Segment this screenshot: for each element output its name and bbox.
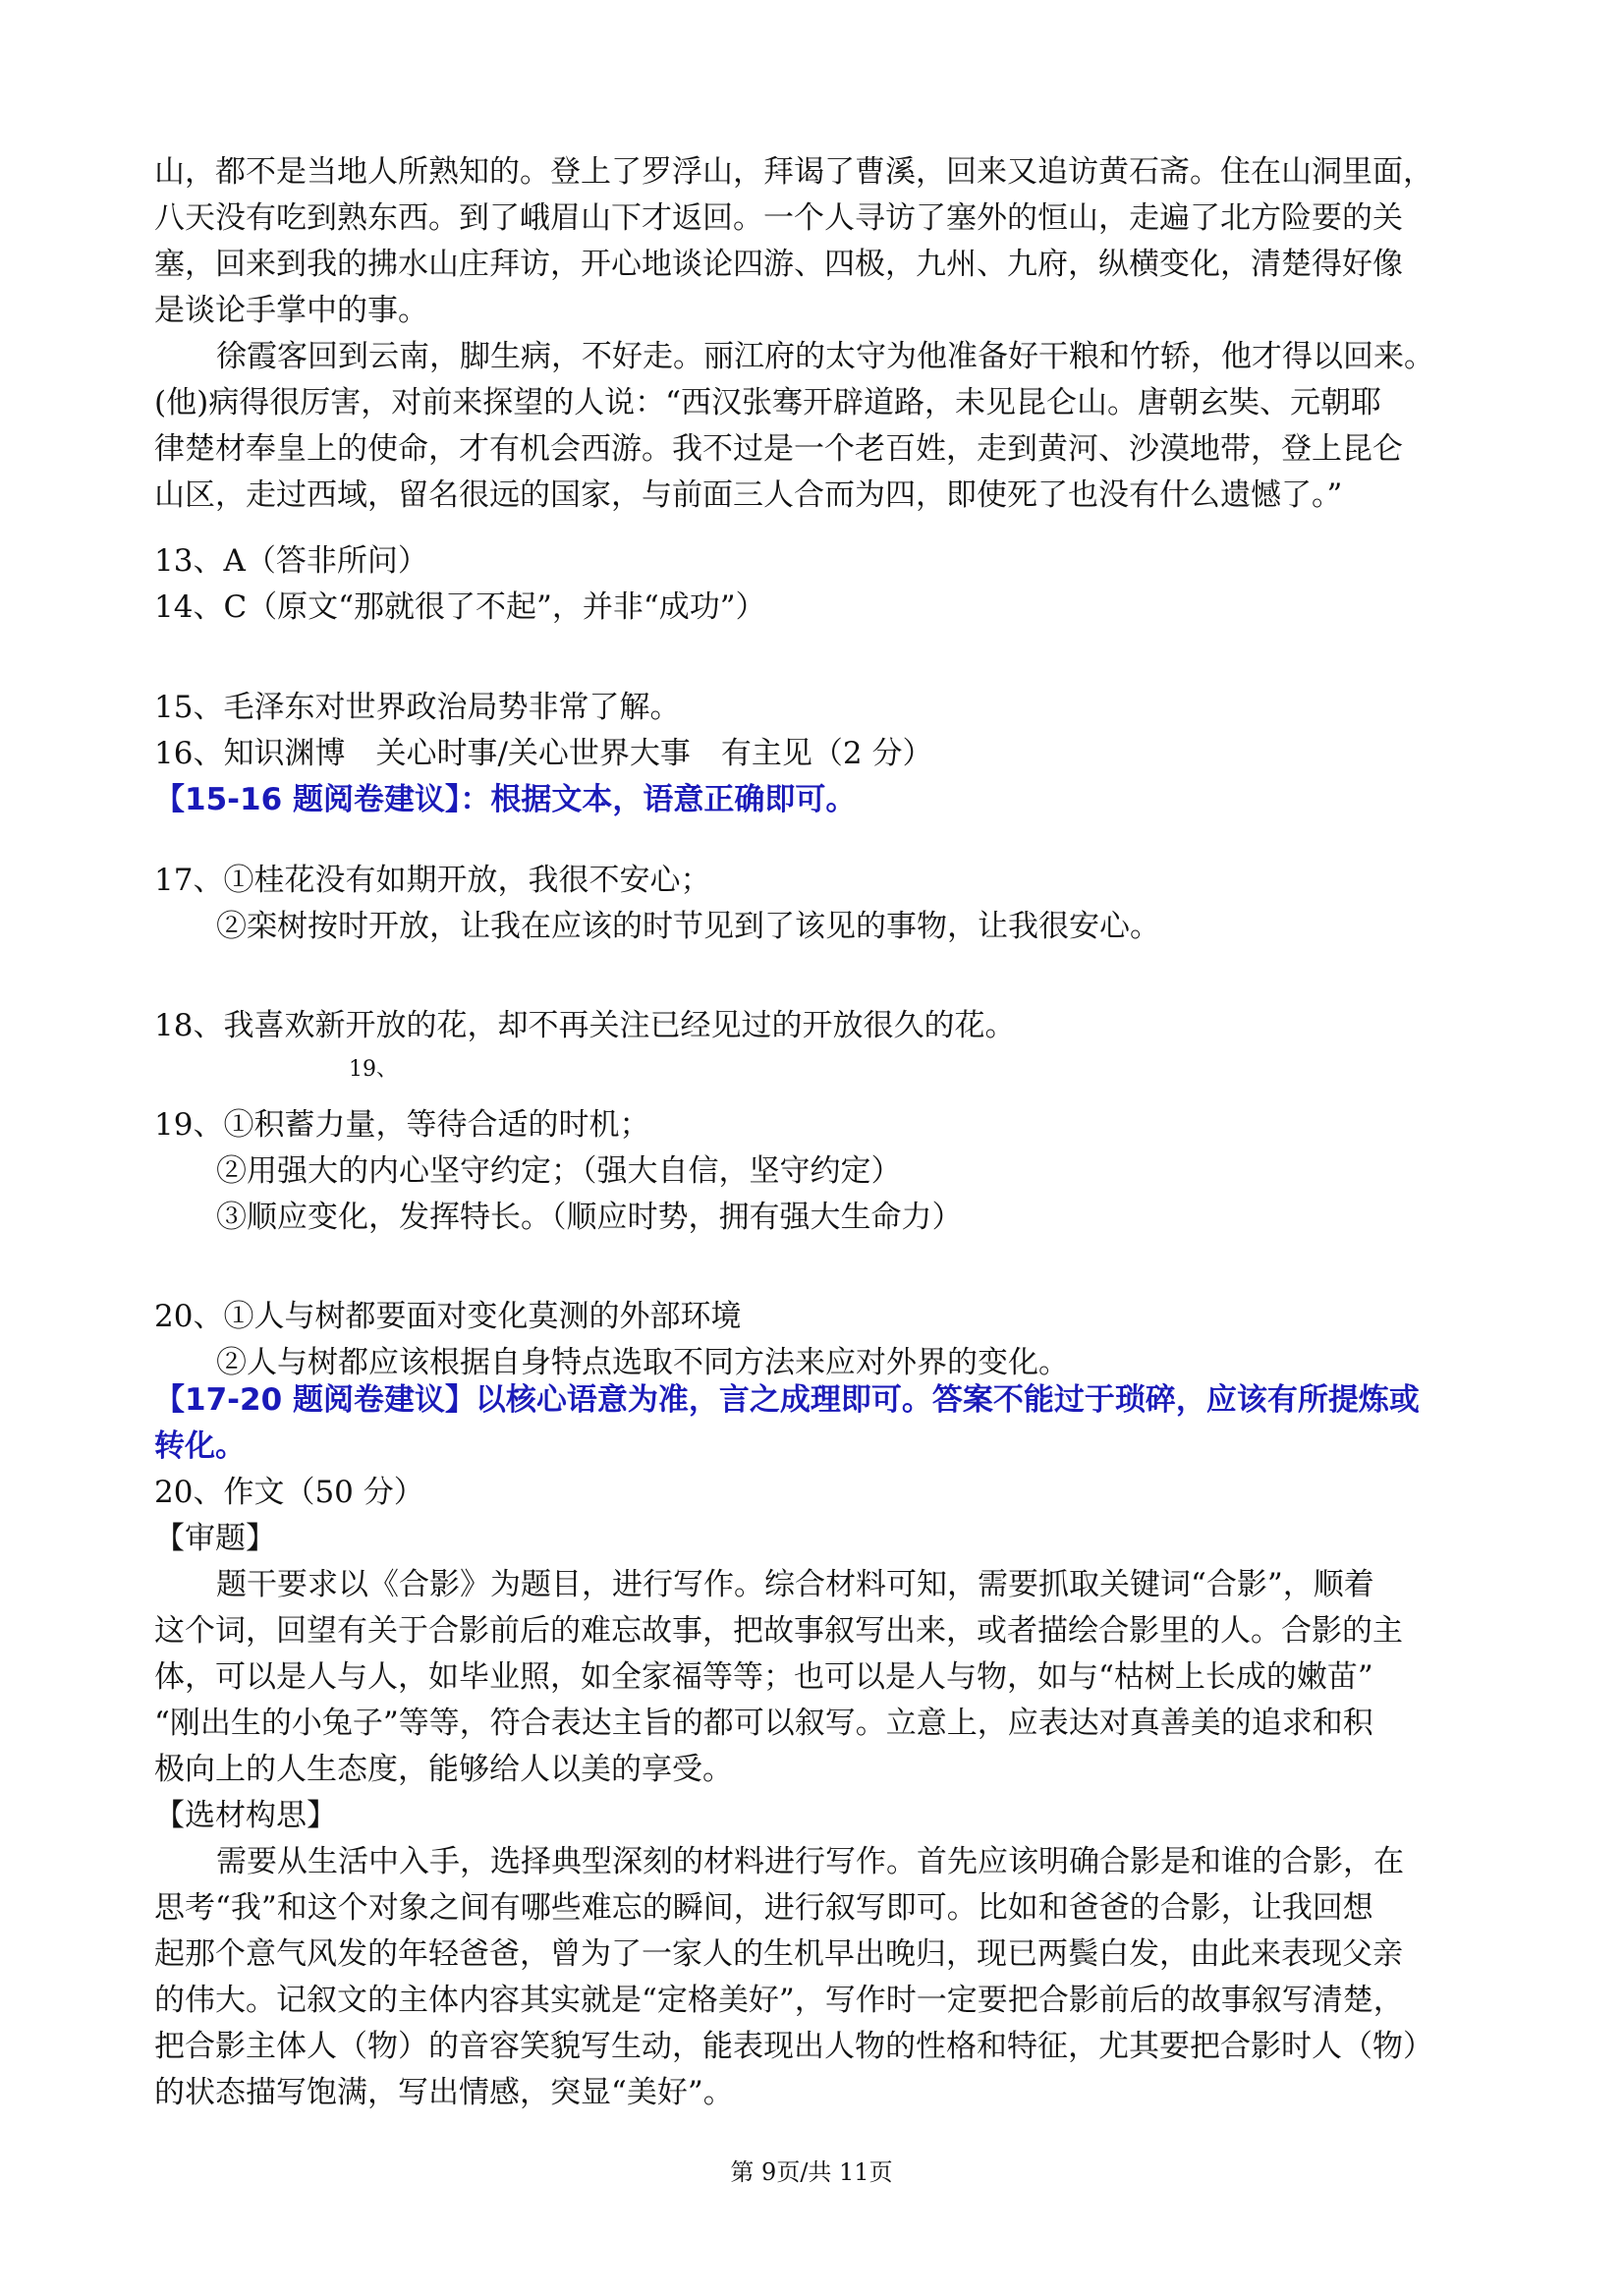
paragraph-line: 这个词，回望有关于合影前后的难忘故事，把故事叙写出来，或者描绘合影里的人。合影的主 — [154, 1613, 1403, 1649]
paragraph-line: 极向上的人生态度，能够给人以美的享受。 — [154, 1752, 733, 1787]
paragraph-line: 把合影主体人（物）的音容笑貌写生动，能表现出人物的性格和特征，尤其要把合影时人（物） — [154, 2029, 1433, 2064]
paragraph-line: 的状态描写饱满，写出情感，突显“美好”。 — [154, 2075, 734, 2110]
answer-15: 15、毛泽东对世界政治局势非常了解。 — [154, 690, 681, 725]
answer-20: 20、①人与树都要面对变化莫测的外部环境 — [154, 1299, 742, 1334]
paragraph-line: 山，都不是当地人所熟知的。登上了罗浮山，拜谒了曹溪，回来又追访黄石斋。住在山洞里面， — [154, 154, 1433, 190]
answer-19-sub: ③顺应变化，发挥特长。（顺应时势，拥有强大生命力） — [216, 1200, 963, 1235]
grading-note-17-20: 【17-20 题阅卷建议】以核心语意为准，言之成理即可。答案不能过于琐碎，应该有所提炼或 — [154, 1382, 1420, 1418]
answer-17: 17、①桂花没有如期开放，我很不安心； — [154, 863, 711, 898]
answer-13: 13、A（答非所问） — [154, 543, 428, 579]
paragraph-line: 是谈论手掌中的事。 — [154, 293, 428, 328]
answer-17-sub: ②栾树按时开放，让我在应该的时节见到了该见的事物，让我很安心。 — [216, 909, 1160, 944]
paragraph-line: 的伟大。记叙文的主体内容其实就是“定格美好”，写作时一定要把合影前后的故事叙写清楚， — [154, 1983, 1404, 2018]
paragraph-line: “刚出生的小兔子”等等，符合表达主旨的都可以叙写。立意上，应表达对真善美的追求和积 — [154, 1706, 1373, 1741]
paragraph-line: (他)病得很厉害，对前来探望的人说：“西汉张骞开辟道路，未见昆仑山。唐朝玄奘、元朝耶 — [154, 385, 1382, 420]
paragraph-line: 起那个意气风发的年轻爸爸，曾为了一家人的生机早出晚归，现已两鬓白发，由此来表现父亲 — [154, 1936, 1403, 1972]
paragraph-line: 思考“我”和这个对象之间有哪些难忘的瞬间，进行叙写即可。比如和爸爸的合影，让我回想 — [154, 1890, 1373, 1926]
paragraph-line: 山区，走过西域，留名很远的国家，与前面三人合而为四，即使死了也没有什么遗憾了。” — [154, 477, 1343, 513]
grading-note-15-16: 【15-16 题阅卷建议】：根据文本，语意正确即可。 — [154, 782, 857, 817]
paragraph-line: 需要从生活中入手，选择典型深刻的材料进行写作。首先应该明确合影是和谁的合影，在 — [216, 1844, 1404, 1879]
section-heading-shenti: 【审题】 — [154, 1521, 276, 1556]
paragraph-line: 徐霞客回到云南，脚生病，不好走。丽江府的太守为他准备好干粮和竹轿，他才得以回来。 — [216, 339, 1434, 374]
answer-16: 16、知识渊博 关心时事/关心世界大事 有主见（2 分） — [154, 736, 933, 771]
page-number-footer: 第 9页/共 11页 — [730, 2158, 893, 2186]
paragraph-line: 八天没有吃到熟东西。到了峨眉山下才返回。一个人寻访了塞外的恒山，走遍了北方险要的关 — [154, 200, 1403, 236]
paragraph-line: 体，可以是人与人，如毕业照，如全家福等等；也可以是人与物，如与“枯树上长成的嫩苗” — [154, 1659, 1373, 1695]
answer-20-sub: ②人与树都应该根据自身特点选取不同方法来应对外界的变化。 — [216, 1345, 1069, 1380]
answer-19: 19、①积蓄力量，等待合适的时机； — [154, 1107, 650, 1143]
answer-19-sub: ②用强大的内心坚守约定；（强大自信，坚守约定） — [216, 1153, 902, 1189]
paragraph-line: 律楚材奉皇上的使命，才有机会西游。我不过是一个老百姓，走到黄河、沙漠地带，登上昆仑 — [154, 431, 1403, 467]
answer-18: 18、我喜欢新开放的花，却不再关注已经见过的开放很久的花。 — [154, 1008, 1016, 1043]
section-heading-xuancai: 【选材构思】 — [154, 1798, 337, 1833]
answer-14: 14、C（原文“那就很了不起”，并非“成功”） — [154, 589, 766, 625]
stray-label-19: 19、 — [349, 1057, 398, 1082]
paragraph-line: 塞，回来到我的拂水山庄拜访，开心地谈论四游、四极，九州、九府，纵横变化，清楚得好像 — [154, 247, 1403, 282]
grading-note-17-20-cont: 转化。 — [154, 1428, 246, 1464]
essay-heading: 20、作文（50 分） — [154, 1475, 424, 1510]
paragraph-line: 题干要求以《合影》为题目，进行写作。综合材料可知，需要抓取关键词“合影”，顺着 — [216, 1567, 1374, 1602]
